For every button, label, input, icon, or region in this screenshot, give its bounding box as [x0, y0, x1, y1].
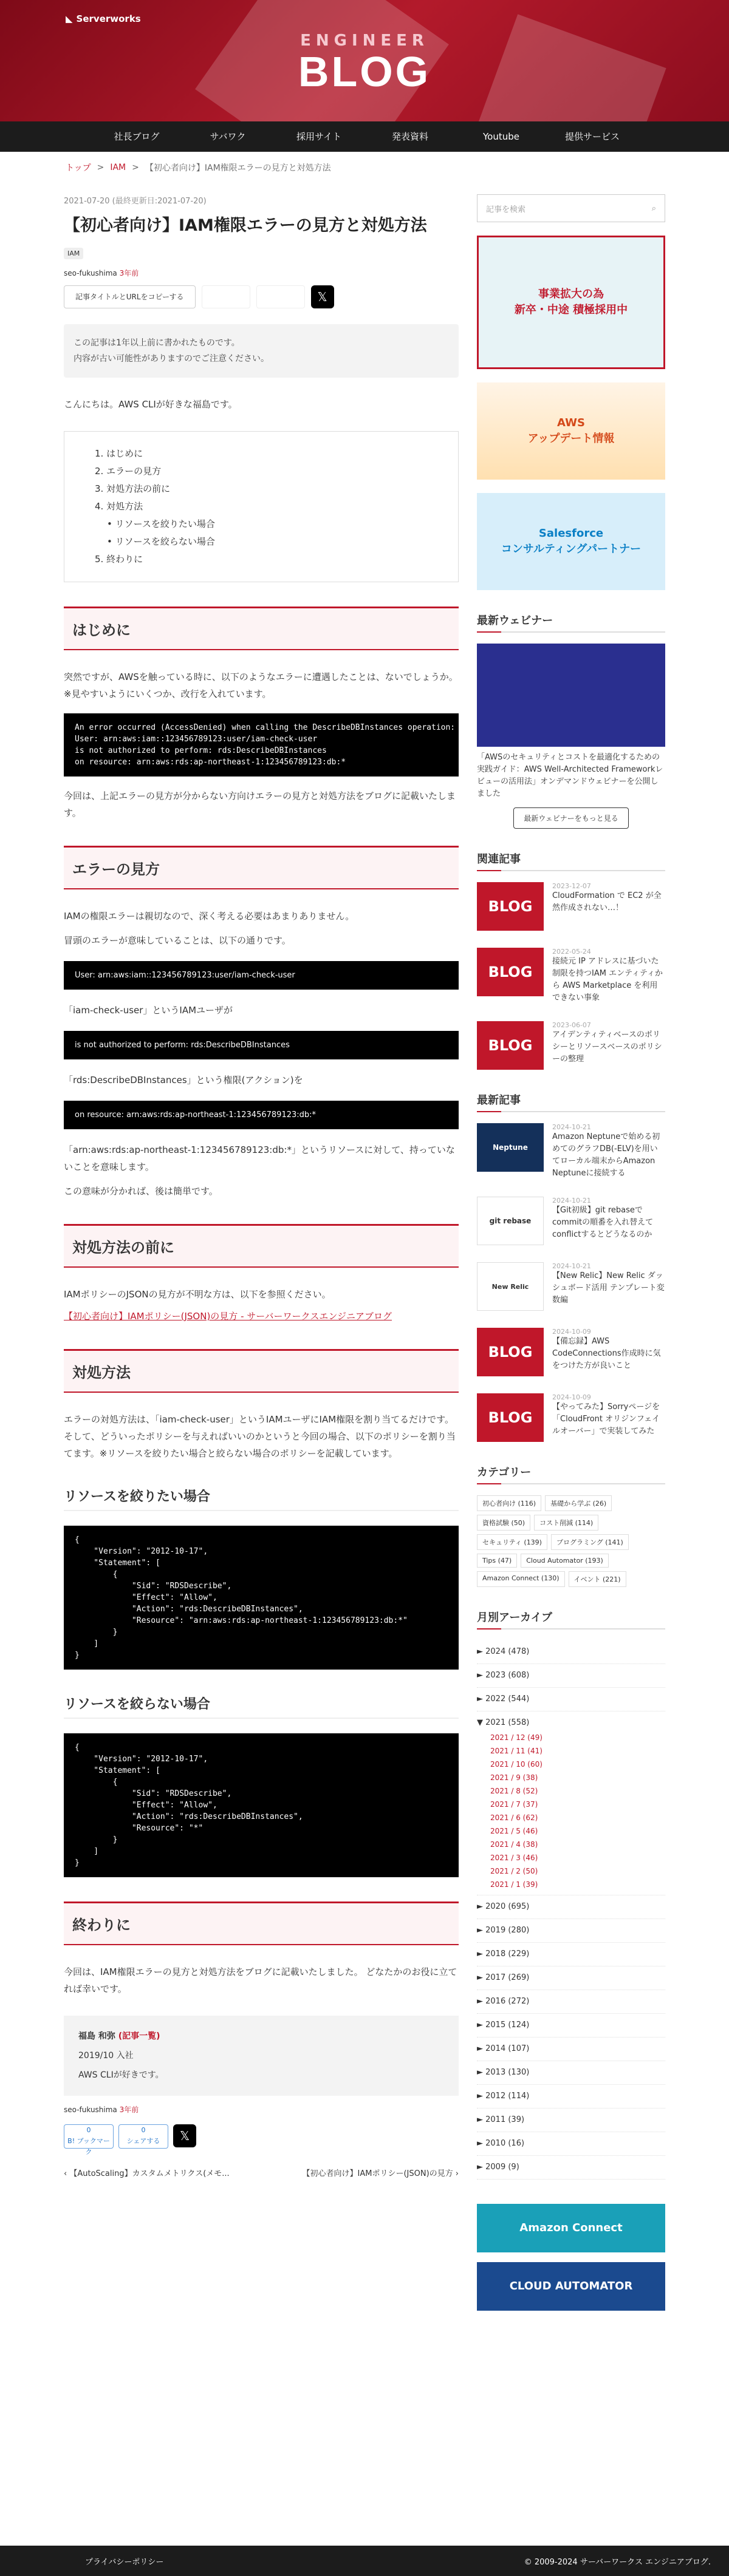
- archive-year[interactable]: ► 2013 (130): [477, 2061, 665, 2085]
- archive-month[interactable]: 2021 / 7 (37): [490, 1800, 538, 1809]
- crumb-iam[interactable]: IAM: [110, 163, 126, 172]
- crumb-current: 【初心者向け】IAM権限エラーの見方と対処方法: [145, 163, 331, 173]
- archive-year[interactable]: ► 2019 (280): [477, 1919, 665, 1943]
- category-tag[interactable]: Cloud Automator (193): [521, 1554, 609, 1568]
- paragraph: 「iam-check-user」というIAMユーザが: [64, 1005, 233, 1016]
- archive-year[interactable]: ► 2011 (39): [477, 2109, 665, 2132]
- paragraph: 今回は、上記エラーの見方が分からない方向けエラーの見方と対処方法をブログに記載いたします。: [64, 790, 456, 818]
- archive-heading: 月別アーカイブ: [477, 1609, 665, 1630]
- category-tag[interactable]: セキュリティ (139): [477, 1534, 547, 1550]
- category-tag[interactable]: コスト削減 (114): [534, 1515, 598, 1531]
- toc-item[interactable]: 5. 終わりに: [95, 554, 143, 565]
- category-tag[interactable]: イベント (221): [569, 1571, 626, 1587]
- webinar-more-button[interactable]: 最新ウェビナーをもっと見る: [513, 807, 629, 829]
- logo-icon: ◣: [66, 13, 73, 24]
- post-thumbnail: BLOG: [477, 882, 544, 931]
- category-tag[interactable]: 資格試験 (50): [477, 1515, 530, 1531]
- archive-year[interactable]: ► 2010 (16): [477, 2132, 665, 2156]
- copy-url-button[interactable]: 記事タイトルとURLをコピーする: [64, 285, 196, 308]
- archive-year[interactable]: ► 2024 (478): [477, 1640, 665, 1664]
- archive-year[interactable]: ► 2009 (9): [477, 2156, 665, 2180]
- list-item[interactable]: BLOG 2024-10-09 【やってみた】Sorryページを「CloudFront オリジンフェイルオーバー」で実装してみた: [477, 1393, 665, 1442]
- search-icon[interactable]: ⌕: [651, 203, 656, 213]
- category-tag[interactable]: Tips (47): [477, 1554, 517, 1568]
- aws-update-banner[interactable]: AWS アップデート情報: [477, 382, 665, 480]
- paragraph: 「arn:aws:rds:ap-northeast-1:123456789123:db:*」というリソースに対して、持っていないことを意味します。: [64, 1144, 455, 1172]
- intro-text: こんにちは。AWS CLIが好きな福島です。: [64, 399, 238, 410]
- category-tag[interactable]: Amazon Connect (130): [477, 1571, 565, 1587]
- category-list: [477, 1495, 665, 1587]
- paragraph: 突然ですが、AWSを触っている時に、以下のようなエラーに遭遇したことは、ないでしょうか。※見やすいようにいくつか、改行を入れています。: [64, 671, 458, 699]
- nav-item[interactable]: 採用サイト: [296, 131, 341, 142]
- site-header: [0, 0, 729, 121]
- post-thumbnail: New Relic: [477, 1262, 544, 1311]
- nav-item[interactable]: サバワク: [210, 131, 246, 142]
- list-item[interactable]: BLOG 2022-05-24 接続元 IP アドレスに基づいた制限を持つIAM エンティティから AWS Marketplace を利用できない事象: [477, 948, 665, 1004]
- toc-item[interactable]: 2. エラーの見方: [95, 466, 162, 477]
- author-articles-link[interactable]: (記事一覧): [118, 2031, 160, 2041]
- category-tag[interactable]: 初心者向け (116): [477, 1495, 541, 1511]
- post-thumbnail: Neptune: [477, 1123, 544, 1172]
- article: [64, 194, 459, 2178]
- toc-item[interactable]: 3. 対処方法の前に: [95, 483, 171, 494]
- archive-month[interactable]: 2021 / 10 (60): [490, 1760, 542, 1769]
- bottom-share: [64, 2124, 459, 2156]
- logo-blog[interactable]: BLOG: [298, 48, 431, 95]
- archive-year[interactable]: ► 2014 (107): [477, 2037, 665, 2061]
- share-placeholder[interactable]: [256, 285, 305, 308]
- post-thumbnail: BLOG: [477, 1393, 544, 1442]
- code-block: User: arn:aws:iam::123456789123:user/iam-check-user: [64, 961, 459, 990]
- site-footer: [0, 2546, 729, 2576]
- serverworks-logo[interactable]: ◣ Serverworks: [66, 13, 141, 24]
- copyright: © 2009-2024 サーバーワークス エンジニアブログ.: [524, 2558, 711, 2567]
- paragraph: 冒頭のエラーが意味していることは、以下の通りです。: [64, 935, 291, 946]
- section-heading: 対処方法: [64, 1349, 459, 1393]
- archive-list: [477, 1640, 665, 2180]
- paragraph: エラーの対処方法は、「iam-check-user」というIAMユーザにIAM権限を割り当てるだけです。そして、どういったポリシーを与えればいいのかというと今回の場合、以下のポリシーを割り当てます。※リソースを絞りたい場合と絞らない場合のポリシーを記載しています。: [64, 1414, 456, 1459]
- cloud-automator-banner[interactable]: CLOUD AUTOMATOR: [477, 2262, 665, 2311]
- code-block: { "Version": "2012-10-17", "Statement": [ { "Sid": "RDSDescribe", "Effect": "Allow", "Action": "rds:DescribeDBInstances", "Resource": "arn:aws:rds:ap-northeast-1:123456789123:db:*" } ] }: [64, 1526, 459, 1670]
- archive-month[interactable]: 2021 / 2 (50): [490, 1867, 538, 1875]
- archive-month[interactable]: 2021 / 8 (52): [490, 1787, 538, 1795]
- toc-item[interactable]: 4. 対処方法: [95, 501, 143, 512]
- x-share-icon[interactable]: 𝕏: [173, 2124, 196, 2147]
- paragraph: IAMの権限エラーは親切なので、深く考える必要はあまりありません。: [64, 911, 355, 922]
- archive-month[interactable]: 2021 / 1 (39): [490, 1880, 538, 1889]
- paragraph: 今回は、IAM権限エラーの見方と対処方法をブログに記載いたしました。 どなたかのお役に立てれば幸いです。: [64, 1966, 457, 1994]
- toc-item[interactable]: 1. はじめに: [95, 448, 143, 459]
- facebook-share-button[interactable]: 0 シェアする: [118, 2124, 168, 2149]
- paragraph: この意味が分かれば、後は簡単です。: [64, 1186, 218, 1197]
- code-block: on resource: arn:aws:rds:ap-northeast-1:123456789123:db:*: [64, 1101, 459, 1129]
- breadcrumb: トップ > IAM > 【初心者向け】IAM権限エラーの見方と対処方法: [66, 163, 331, 173]
- archive-year[interactable]: ► 2015 (124): [477, 2014, 665, 2037]
- subsection-heading: リソースを絞らない場合: [64, 1694, 459, 1719]
- webinar-image[interactable]: [477, 644, 665, 747]
- archive-month[interactable]: 2021 / 3 (46): [490, 1854, 538, 1862]
- search-input[interactable]: 記事を検索 ⌕: [477, 194, 665, 222]
- related-heading: 関連記事: [477, 851, 665, 871]
- post-thumbnail: BLOG: [477, 1328, 544, 1376]
- post-thumbnail: git rebase: [477, 1197, 544, 1245]
- toc-item[interactable]: • リソースを絞らない場合: [107, 536, 215, 547]
- next-post-link[interactable]: 【初心者向け】IAMポリシー(JSON)の見方 ›: [302, 2169, 459, 2178]
- category-heading: カテゴリー: [477, 1464, 665, 1484]
- code-block: An error occurred (AccessDenied) when calling the DescribeDBInstances operation: User: arn:aws:iam::123456789123:user/iam-check-user is not authorized to perform: rds:DescribeDBInstances on resource: arn:aws:rds:ap-northeast-1:123456789123:db:*: [64, 713, 459, 777]
- nav-item[interactable]: Youtube: [483, 131, 519, 142]
- list-item[interactable]: BLOG 2023-12-07 CloudFormation で EC2 が全然作成されない…！: [477, 882, 665, 931]
- archive-month[interactable]: 2021 / 11 (41): [490, 1747, 542, 1755]
- archive-year[interactable]: ► 2022 (544): [477, 1688, 665, 1711]
- subsection-heading: リソースを絞りたい場合: [64, 1486, 459, 1511]
- post-date: 2021-07-20 (最終更新日:2021-07-20): [64, 197, 207, 206]
- post-thumbnail: BLOG: [477, 1021, 544, 1070]
- author-line: seo-fukushima 3年前: [64, 2105, 139, 2114]
- category-tag[interactable]: 基礎から学ぶ (26): [545, 1495, 612, 1511]
- table-of-contents: [64, 431, 459, 582]
- sidebar: [477, 194, 665, 2311]
- section-heading: 終わりに: [64, 1901, 459, 1945]
- global-nav: [0, 121, 729, 152]
- policy-link[interactable]: 【初心者向け】IAMポリシー(JSON)の見方 - サーバーワークスエンジニアブログ: [64, 1311, 392, 1322]
- old-article-notice: この記事は1年以上前に書かれたものです。 内容が古い可能性がありますのでご注意ください。: [64, 324, 459, 378]
- toc-item[interactable]: • リソースを絞りたい場合: [107, 518, 215, 529]
- list-item[interactable]: New Relic 2024-10-21 【New Relic】New Relic ダッシュボード活用 テンプレート変数編: [477, 1262, 665, 1311]
- salesforce-banner[interactable]: Salesforce コンサルティングパートナー: [477, 493, 665, 590]
- archive-year[interactable]: ► 2018 (229): [477, 1943, 665, 1966]
- section-heading: 対処方法の前に: [64, 1224, 459, 1268]
- author-profile: 福島 和弥 (記事一覧) 2019/10 入社 AWS CLIが好きです。: [64, 2016, 459, 2096]
- author-line: seo-fukushima 3年前: [64, 269, 139, 277]
- archive-month[interactable]: 2021 / 5 (46): [490, 1827, 538, 1835]
- archive-year[interactable]: ► 2017 (269): [477, 1966, 665, 1990]
- archive-month[interactable]: 2021 / 4 (38): [490, 1840, 538, 1849]
- code-block: { "Version": "2012-10-17", "Statement": [ { "Sid": "RDSDescribe", "Effect": "Allow", "Action": "rds:DescribeDBInstances", "Resource": "*" } ] }: [64, 1733, 459, 1877]
- archive-year-expanded[interactable]: ▼ 2021 (558) 2021 / 12 (49) 2021 / 11 (41) 2021 / 10 (60) 2021 / 9 (38) 2021 / 8 (52) 2021 / 7 (37) 2021 / 6 (62) 2021 / 5 (46) 2021 / 4 (38) 2021 / 3 (46) 2021 / 2 (50) 2021 / 1 (39): [477, 1711, 665, 1895]
- code-block: is not authorized to perform: rds:DescribeDBInstances: [64, 1031, 459, 1059]
- prev-post-link[interactable]: ‹ 【AutoScaling】カスタムメトリクス(メモ...: [64, 2169, 230, 2178]
- nav-item[interactable]: 提供サービス: [564, 131, 620, 142]
- webinar-heading: 最新ウェビナー: [477, 612, 665, 633]
- list-item[interactable]: BLOG 2023-06-07 アイデンティティベースのポリシーとリソースベースのポリシーの整理: [477, 1021, 665, 1070]
- post-pager: [64, 2167, 459, 2178]
- archive-month[interactable]: 2021 / 9 (38): [490, 1773, 538, 1782]
- archive-year[interactable]: ► 2023 (608): [477, 1664, 665, 1688]
- archive-year[interactable]: ► 2020 (695): [477, 1895, 665, 1919]
- x-share-icon[interactable]: 𝕏: [311, 285, 334, 308]
- paragraph: 「rds:DescribeDBInstances」という権限(アクション)を: [64, 1075, 303, 1086]
- list-item[interactable]: BLOG 2024-10-09 【備忘録】AWS CodeConnections作成時に気をつけた方が良いこと: [477, 1328, 665, 1376]
- list-item[interactable]: git rebase 2024-10-21 【Git初級】git rebaseでcommitの順番を入れ替えてconflictするとどうなるのか: [477, 1197, 665, 1245]
- page-title: 【初心者向け】IAM権限エラーの見方と対処方法: [64, 216, 427, 235]
- nav-item[interactable]: 発表資料: [391, 131, 428, 142]
- category-tag[interactable]: プログラミング (141): [551, 1534, 629, 1550]
- archive-year[interactable]: ► 2016 (272): [477, 1990, 665, 2014]
- paragraph: IAMポリシーのJSONの見方が不明な方は、以下を参照ください。: [64, 1289, 331, 1300]
- hatena-bookmark-button[interactable]: 0 B! ブックマーク: [64, 2124, 114, 2149]
- privacy-link[interactable]: プライバシーポリシー: [85, 2558, 164, 2567]
- section-heading: エラーの見方: [64, 846, 459, 889]
- crumb-top[interactable]: トップ: [66, 163, 91, 173]
- archive-month[interactable]: 2021 / 6 (62): [490, 1813, 538, 1822]
- section-heading: はじめに: [64, 607, 459, 650]
- logo-engineer: ENGINEER: [300, 32, 429, 50]
- post-thumbnail: BLOG: [477, 948, 544, 996]
- webinar-text: 「AWSのセキュリティとコストを最適化するための実践ガイド：AWS Well-Architected Frameworkレビューの活用法」オンデマンドウェビナーを公開しました: [477, 753, 663, 798]
- nav-item[interactable]: 社長ブログ: [114, 131, 160, 142]
- share-placeholder[interactable]: [202, 285, 250, 308]
- archive-month[interactable]: 2021 / 12 (49): [490, 1733, 542, 1742]
- amazon-connect-banner[interactable]: Amazon Connect: [477, 2204, 665, 2252]
- latest-heading: 最新記事: [477, 1092, 665, 1112]
- recruit-banner[interactable]: 事業拡大の為 新卒・中途 積極採用中: [477, 236, 665, 369]
- list-item[interactable]: Neptune 2024-10-21 Amazon Neptuneで始める初めてのグラフDB(-ELV)を用いてローカル端末からAmazon Neptuneに接続する: [477, 1123, 665, 1180]
- tag-badge[interactable]: IAM: [64, 248, 83, 259]
- archive-year[interactable]: ► 2012 (114): [477, 2085, 665, 2109]
- share-row: [64, 285, 459, 308]
